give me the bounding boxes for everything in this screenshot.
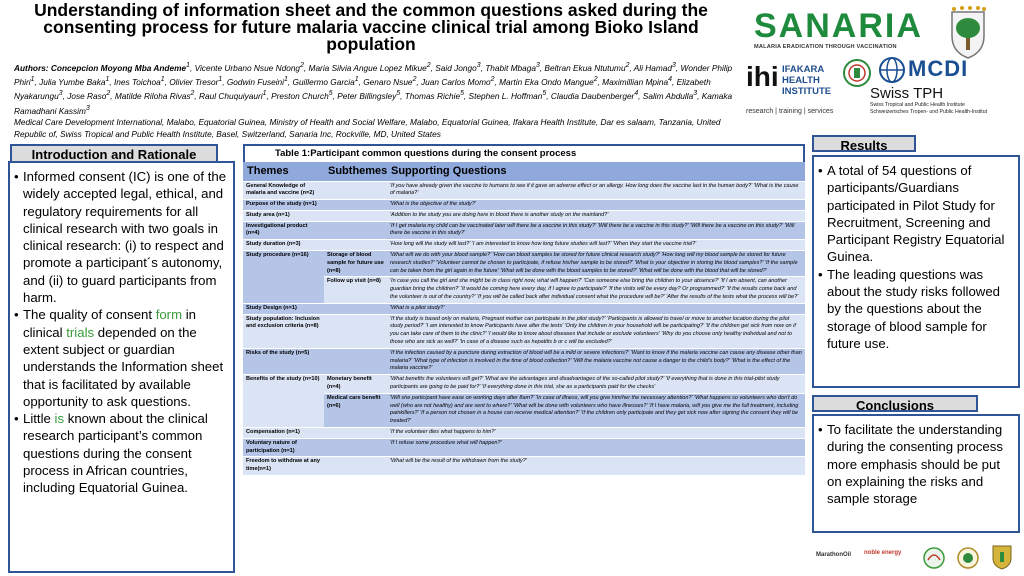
theme-cell: Purpose of the study (n=1)	[243, 200, 324, 211]
table-row	[243, 221, 805, 240]
intro-b2-part-a: The quality of consent	[23, 307, 156, 323]
author-name: Said Jongo	[435, 62, 477, 73]
author-name: Genaro Nsue	[363, 77, 413, 88]
author-sup: 1	[160, 76, 165, 84]
sanaria-tagline: MALARIA ERADICATION THROUGH VACCINATION	[754, 44, 897, 50]
questions-cell: 'If I refuse some procedure what will happen?'	[387, 438, 805, 457]
author-sup: 2	[412, 76, 417, 84]
author-sup: 3	[476, 62, 481, 69]
table-header-themes: Themes	[243, 162, 324, 181]
intro-bullet-3	[14, 410, 230, 496]
table-row	[243, 428, 805, 439]
author-name: Elizabeth Nyakarungu	[14, 77, 711, 102]
author-name: Olivier Tresor	[169, 77, 219, 88]
intro-panel	[8, 161, 235, 573]
table-row	[243, 438, 805, 457]
questions-cell: 'If the infection caused by a puncture during extraction of blood will be a mild or severe infections?' 'Want to know if the malaria vaccine can cause any disease other than malaria?' 'What type of infection is involved in the time of blood collection?' 'Will the malaria vaccine not cause a danger to the child's body?' 'What is the effect of the malaria vaccine?'	[387, 348, 805, 374]
ihi-subtitle: research | training | services	[746, 108, 834, 115]
intro-heading: Introduction and Rationale	[10, 144, 218, 163]
table-row	[243, 251, 805, 277]
questions-cell: 'Addition to the study you are doing here in blood there is another study on the mainland?'	[387, 210, 805, 221]
author-sup: 2	[190, 90, 195, 98]
sponsor-seal-icon	[956, 546, 980, 570]
sponsor-crest-icon	[990, 544, 1014, 570]
author-name: Martin Eka Ondo Mangue	[499, 77, 594, 88]
author-name: Ines Toichoa	[113, 77, 161, 88]
results-panel	[812, 155, 1020, 388]
questions-cell: 'What will be the result of the withdrawn from the study?'	[387, 457, 805, 476]
questions-cell: 'Will she participant have ease on working days after 8am?' 'In case of illness, will you give him/her the necessary attention?' 'What happens so volunteers who don't do well (who are not healthy) and are sent to where?' 'What will be done with volunteers who have illnesses?' 'If I have malaria, will you give me the full treatment, including painkillers?' 'If a person not chosen in a house can receive medical attention?' 'If the children only participate and they get sick now after signing the consent they will be treated?'	[387, 393, 805, 427]
subtheme-cell	[324, 181, 387, 200]
sanaria-logo	[754, 8, 934, 58]
questions-cell: 'If you have already given the vaccine to humans to see if it gave an adverse effect or an allergy. How long does the vaccine last in the human body?' 'What is the cause of malaria?'	[387, 181, 805, 200]
intro-b2-part-c: depended on the extent subject or guardian understands the Information sheet that is facilitated by available opportunity to ask questions.	[23, 324, 224, 409]
author-sup: 3	[672, 62, 676, 69]
author-name: Matilde Riloha Rivas	[114, 91, 191, 102]
author-sup: 3	[58, 90, 63, 98]
questions-cell: 'In case you call the girl and she might be in class right now, what will happen?' 'Can someone else bring the children to your absence?' 'If I am absent, can another guardian bring the children?' 'It would be coming here every day, if I agree to participate?' 'If the visits will be every day? Or programmed?' 'If the results come back and the volunteer is out of the country?' 'If you will be called back after individual consent what the procedure will be?' 'After the results of the tests what the process will be?'	[387, 277, 805, 303]
author-sup: 1	[354, 76, 359, 84]
subtheme-cell: Storage of blood sample for future use (n=8)	[324, 251, 387, 277]
authors-block: Authors: Concepcion Moyong Mba Andeme$^1$, Vicente Urbano Nsue Ndong$^2$, Maria Silvia Angue Lopez Mikue$^2$, Said Jongo$^3$, Thabit Mbaga$^3$, Beltran Ekua Ntutumu$^2$, Ali Hamad$^3$, Wonder Philip Phiri$^1$, Julia Yumbe Baka$^1$, Ines Toichoa$^1$, Olivier Tresor$^1$, Godwin Fuseini$^1$, Guillermo Garcia$^1$, Genaro Nsue$^2$, Juan Carlos Momo$^2$, Martin Eka Ondo Mangue$^2$, Maximillian Mpina$^4$, Elizabeth Nyakarungu$^3$, Jose Raso$^2$, Matilde Riloha Rivas$^2$, Raul Chuquiyauri$^1$, Preston Church$^5$, Peter Billingsley$^5$, Thomas Richie$^5$, Stephen L. Hoffman$^5$, Claudia Daubenberger$^4$, Salim Abdulla$^3$, Kamaka Ramadhani Kassim$^3$ Medical Care Development International, Malabo, Equatorial Guinea, Ministry of Health and Social Welfare, Malabo, Equatorial Guinea, Ifakara Health Institute, Dar es salaam, Tanzania, United Republic of, Swiss Tropical and Public Health Institute, Basel, Switzerland, Sanaria Inc, Rockville, MD, United States	[14, 62, 733, 140]
theme-cell: Voluntary nature of participation (n=1)	[243, 438, 324, 457]
author-sup: 2	[625, 62, 630, 69]
questions-table	[243, 162, 805, 574]
author-name: Guillermo Garcia	[292, 77, 355, 88]
intro-b2-trials: trials	[66, 324, 95, 340]
theme-cell: Benefits of the study (n=10)	[243, 375, 324, 428]
author-name: Maximillian Mpina	[602, 77, 669, 88]
subtheme-cell	[324, 348, 387, 374]
author-sup: 2	[300, 62, 304, 69]
marathon-logo: MarathonOil	[816, 552, 852, 558]
subtheme-cell	[324, 210, 387, 221]
author-name: Kamaka Ramadhani Kassim	[14, 91, 733, 116]
author-name: Juan Carlos Momo	[421, 77, 491, 88]
author-name: Thabit Mbaga	[485, 62, 536, 73]
theme-cell: Study population: Inclusion and exclusion criteria (n=8)	[243, 314, 324, 348]
author-name: Jose Raso	[67, 91, 107, 102]
author-sup: 1	[262, 90, 267, 98]
theme-cell: Investigational product (n=4)	[243, 221, 324, 240]
intro-b3-part-b: known about the clinical research participant’s common questions during the consent process in African countries, including Equatorial Guinea.	[23, 411, 208, 496]
table-header-questions: Supporting Questions	[387, 162, 805, 181]
questions-cell: 'If I get malaria my child can be vaccinated later will there be a vaccine in this study?' 'Will there be a vaccine in this study?' 'Will there be a vaccine on this study?' 'Will there be vaccine in this study?'	[387, 221, 805, 240]
ministry-seal-icon	[842, 58, 872, 88]
author-name: Godwin Fuseini	[226, 77, 285, 88]
intro-b2-form: form	[155, 307, 183, 323]
author-sup: 3	[535, 62, 540, 69]
author-name: Vicente Urbano Nsue Ndong	[194, 62, 301, 73]
questions-cell: 'What will we do with your blood sample?' 'How can blood samples be stored for future clinical research study?' 'How long will my blood sample be stored for future research studies?' 'Volunteer cannot be chosen to participate, if refuse his/her sample to be stored?' 'What is your objective in storing the blood samples?' 'If the sample can be taken from the girl again in the future' 'What will be done with the blood samples to be stored?' 'What will be done with the blood that will be stored?'	[387, 251, 805, 277]
intro-bullet-1: • Informed consent (IC) is one of the widely accepted legal, ethical, and regulatory requirements for all clinical research with two goals in clinical research: (i) to respect and promote a participant´s autonomy, and (ii) to guard participants from harm.	[14, 168, 230, 306]
author-sup: 1	[284, 76, 288, 84]
author-sup: 5	[460, 90, 464, 98]
author-name: Stephen L. Hoffman	[468, 91, 543, 102]
theme-cell: Freedom to withdraw at any time(n=1)	[243, 457, 324, 476]
author-sup: 2	[106, 90, 111, 98]
author-sup: 5	[396, 90, 401, 98]
subtheme-cell: Medical care benefit (n=6)	[324, 393, 387, 427]
intro-b2-part-b: in clinical	[23, 307, 196, 340]
ihi-name-line-1: IFAKARA	[782, 64, 825, 75]
swisstph-logo	[870, 86, 1020, 122]
theme-cell: General Knowledge of malaria and vaccine (n=2)	[243, 181, 324, 200]
swisstph-subtitle-1: Swiss Tropical and Public Health Institute	[870, 102, 965, 108]
table-row	[243, 200, 805, 211]
sanaria-wordmark: SANARIA	[754, 7, 923, 45]
subtheme-cell: Monetary benefit (n=4)	[324, 375, 387, 394]
questions-cell: 'What is the objective of the study?'	[387, 200, 805, 211]
author-sup: 5	[542, 90, 547, 98]
author-list: Vicente Urbano Nsue Ndong$^2$, Maria Silvia Angue Lopez Mikue$^2$, Said Jongo$^3$, Thabit Mbaga$^3$, Beltran Ekua Ntutumu$^2$, Ali Hamad$^3$, Wonder Philip Phiri$^1$, Julia Yumbe Baka$^1$, Ines Toichoa$^1$, Olivier Tresor$^1$, Godwin Fuseini$^1$, Guillermo Garcia$^1$, Genaro Nsue$^2$, Juan Carlos Momo$^2$, Martin Eka Ondo Mangue$^2$, Maximillian Mpina$^4$, Elizabeth Nyakarungu$^3$, Jose Raso$^2$, Matilde Riloha Rivas$^2$, Raul Chuquiyauri$^1$, Preston Church$^5$, Peter Billingsley$^5$, Thomas Richie$^5$, Stephen L. Hoffman$^5$, Claudia Daubenberger$^4$, Salim Abdulla$^3$, Kamaka Ramadhani Kassim$^3$	[14, 62, 733, 116]
theme-cell: Study procedure (n=16)	[243, 251, 324, 304]
author-sup: 4	[668, 76, 672, 84]
conclusions-heading: Conclusions	[812, 395, 978, 412]
ihi-name-line-2: HEALTH	[782, 75, 820, 86]
author-sup: 1	[218, 76, 223, 84]
author-name: Maria Silvia Angue Lopez Mikue	[308, 62, 427, 73]
author-name: Ali Hamad	[633, 62, 673, 73]
author-sup: 2	[426, 62, 431, 69]
swisstph-wordmark: Swiss TPH	[870, 85, 944, 102]
author-sup: 1	[30, 76, 35, 84]
subtheme-cell	[324, 314, 387, 348]
theme-cell: Compensation (n=1)	[243, 428, 324, 439]
table-header-subthemes: Subthemes	[324, 162, 387, 181]
author-sup: 5	[328, 90, 333, 98]
intro-b3-part-a: Little	[23, 411, 55, 427]
table-caption: Table 1:Participant common questions during the consent process	[243, 144, 805, 162]
mcdi-wordmark: MCDI	[908, 56, 969, 81]
theme-cell: Study area (n=1)	[243, 210, 324, 221]
subtheme-cell	[324, 200, 387, 211]
subtheme-cell	[324, 303, 387, 314]
questions-cell: 'If the volunteer dies what happens to him?'	[387, 428, 805, 439]
conclusions-panel	[812, 414, 1020, 533]
equatorial-guinea-seal-icon	[938, 6, 998, 60]
author-sup: 2	[593, 76, 598, 84]
subtheme-cell	[324, 457, 387, 476]
author-name: Peter Billingsley	[337, 91, 397, 102]
author-name: Wonder Philip Phiri	[14, 62, 733, 88]
questions-cell: 'How long will the study will last?' 'I am interested to know how long future studies will last?' 'When they start the vaccine trial?'	[387, 240, 805, 251]
ifakara-logo	[746, 58, 844, 118]
author-sup: 3	[693, 90, 698, 98]
intro-bullet-2	[14, 306, 230, 410]
subtheme-cell	[324, 428, 387, 439]
questions-cell: 'If the study is based only on malaria, Pregnant mother can participate in the pilot study?' 'Participants is allowed to travel or move to another location during the pilot study period?' 'I am interested to know Participants have after the tests' 'Only the children in your household will be participating?' 'If the children get sick from now on if you can take care of them to the clinic?' 'I would like to know about diseases that include or exclude volunteers' 'Why do you choose only healthy individual and not to those who are sick as well?' 'In case of a disease such as hepatitis b or c will be excluded?'	[387, 314, 805, 348]
table-row	[243, 457, 805, 476]
questions-cell: 'What benefits the volunteers will get?' 'What are the advantages and disadvantages of the so-called pilot study?' 'If everything that is done in this trial-pilot study participants are going to be paid for?' 'If everything done in this trial, she as a participants paid for the checks'	[387, 375, 805, 394]
table-row	[243, 210, 805, 221]
first-author-sup: 1	[186, 62, 190, 69]
theme-cell: Risks of the study (n=5)	[243, 348, 324, 374]
author-name: Thomas Richie	[404, 91, 461, 102]
theme-cell: Study duration (n=3)	[243, 240, 324, 251]
results-bullet-1: • A total of 54 questions of participants/Guardians participated in Pilot Study for Recruitment, Screening and Participant Registry Equatorial Guinea.	[818, 162, 1015, 266]
theme-cell: Study Design (n=1)	[243, 303, 324, 314]
subtheme-cell	[324, 438, 387, 457]
author-name: Beltran Ekua Ntutumu	[544, 62, 626, 73]
author-sup: 1	[105, 76, 110, 84]
table-row	[243, 277, 805, 303]
sponsor-emblem-icon	[922, 546, 946, 570]
swisstph-subtitle-2: Schweizerisches Tropen- und Public Health-Institut	[870, 108, 988, 115]
author-name: Raul Chuquiyauri	[198, 91, 263, 102]
authors-label: Authors:	[14, 62, 49, 73]
sponsor-logos	[816, 540, 1022, 574]
author-sup: 3	[85, 105, 90, 113]
table-row	[243, 348, 805, 374]
author-name: Preston Church	[271, 91, 329, 102]
author-sup: 2	[490, 76, 495, 84]
table-row	[243, 240, 805, 251]
author-name: Julia Yumbe Baka	[39, 77, 106, 88]
questions-cell: 'What is a pilot study?'	[387, 303, 805, 314]
author-name: Claudia Daubenberger	[550, 91, 635, 102]
intro-b3-is: is	[54, 411, 65, 427]
results-heading: Results	[812, 135, 916, 152]
table-row	[243, 314, 805, 348]
first-author: Concepcion Moyong Mba Andeme	[50, 62, 187, 73]
affiliations: Medical Care Development International, Malabo, Equatorial Guinea, Ministry of Health and Social Welfare, Malabo, Equatorial Guinea, Ifakara Health Institute, Dar es salaam, Tanzania, United Republic of, Swiss Tropical and Public Health Institute, Basel, Switzerland, Sanaria Inc, Rockville, MD, United States	[14, 117, 721, 140]
ihi-name	[782, 64, 831, 97]
ihi-mark: ihi	[746, 61, 779, 92]
subtheme-cell: Follow up visit (n=8)	[324, 277, 387, 303]
subtheme-cell	[324, 240, 387, 251]
table-row	[243, 303, 805, 314]
noble-energy-logo: noble energy	[864, 550, 902, 556]
results-bullet-2: • The leading questions was about the study risks followed by the questions about the storage of blood sample for future use.	[818, 266, 1015, 352]
mcdi-logo	[878, 56, 1018, 84]
table-row	[243, 393, 805, 427]
conclusions-bullet-1: • To facilitate the understanding during the consenting process more emphasis should be put on explaining the risks and sample storage	[818, 421, 1015, 507]
table-row	[243, 181, 805, 200]
author-sup: 4	[634, 90, 639, 98]
poster-title: Understanding of information sheet and the common questions asked during the consenting process for future malaria vaccine clinical trial among Bioko Island population	[34, 0, 708, 54]
globe-icon	[878, 56, 906, 84]
ihi-name-line-3: INSTITUTE	[782, 86, 832, 97]
table-row	[243, 375, 805, 394]
subtheme-cell	[324, 221, 387, 240]
author-name: Salim Abdulla	[642, 91, 694, 102]
